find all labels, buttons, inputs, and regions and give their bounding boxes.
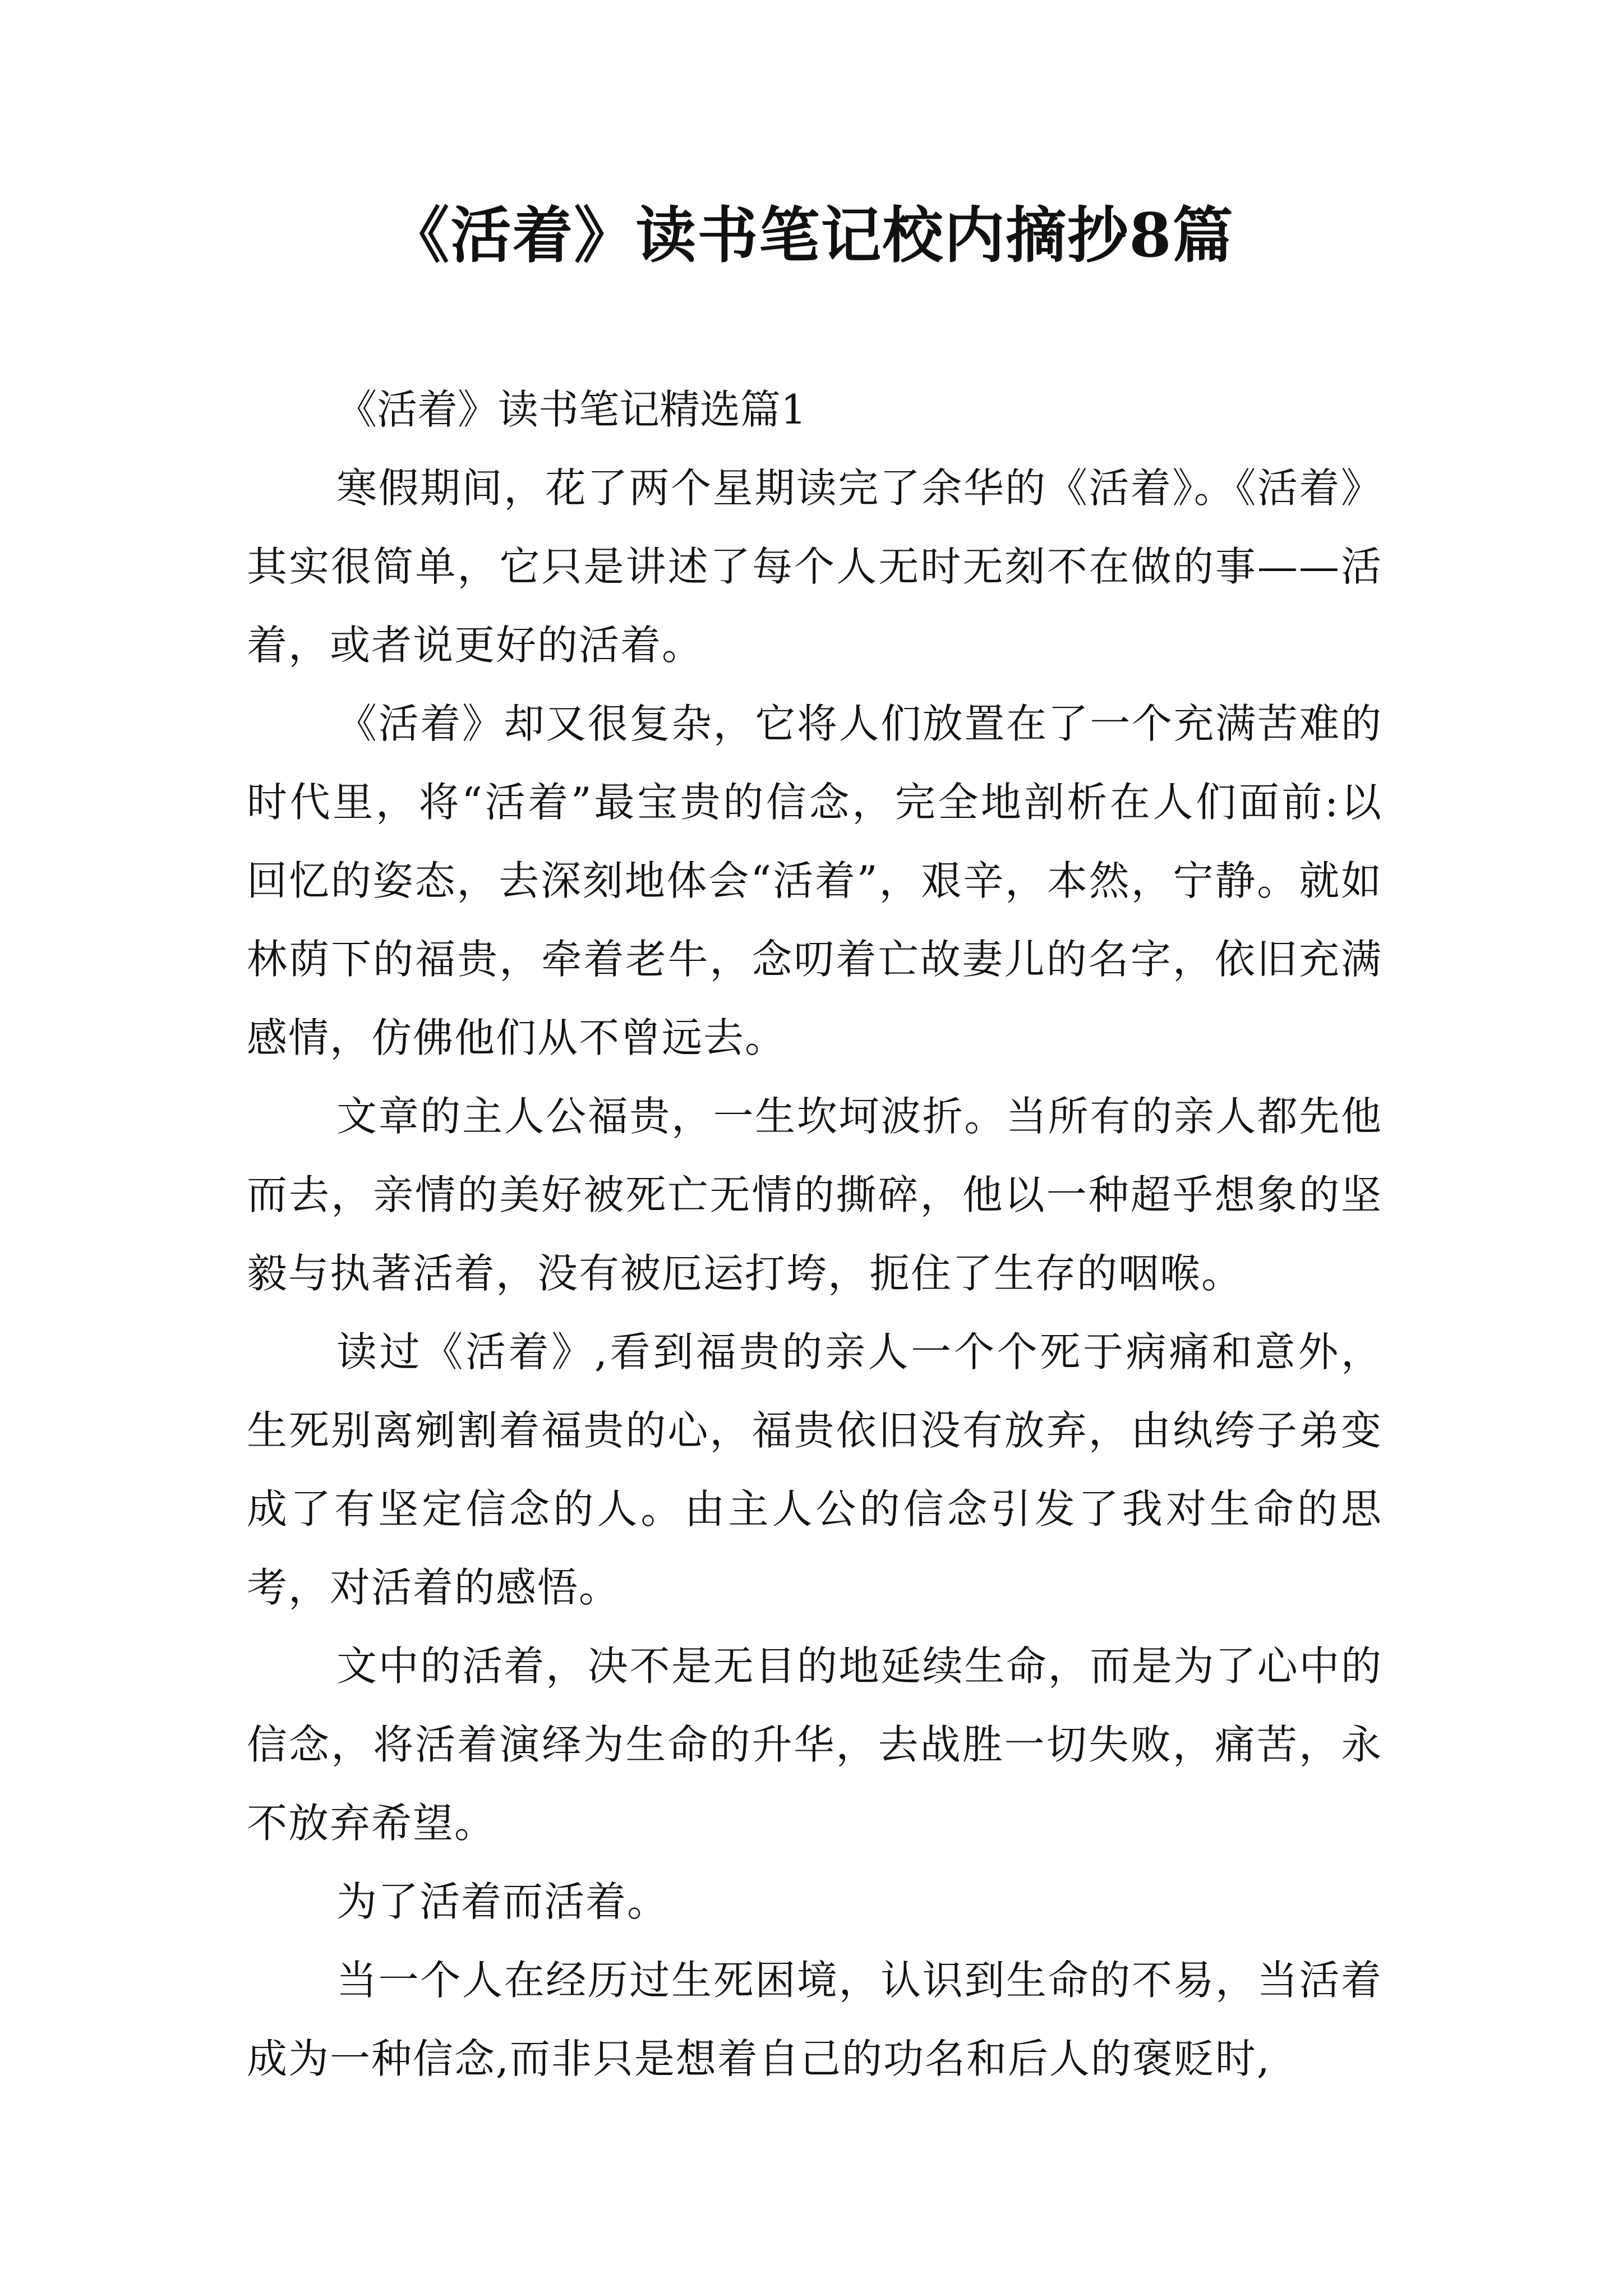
paragraph-1: 寒假期间，花了两个星期读完了余华的《活着》。《活着》其实很简单，它只是讲述了每个人无时无刻不在做的事——活着，或者说更好的活着。: [247, 464, 1382, 669]
section-heading: 《活着》读书笔记精选篇1: [336, 386, 806, 433]
paragraph-4: 读过《活着》,看到福贵的亲人一个个死于病痛和意外，生死别离剜割着福贵的心，福贵依旧没有放弃，由纨绔子弟变成了有坚定信念的人。由主人公的信念引发了我对生命的思考，对活着的感悟。: [247, 1328, 1382, 1611]
paragraph-7: 当一个人在经历过生死困境，认识到生命的不易，当活着成为一种信念,而非只是想着自己的功名和后人的褒贬时,: [247, 1957, 1382, 2082]
document-body: [247, 370, 1382, 2098]
paragraph-2: 《活着》却又很复杂，它将人们放置在了一个充满苦难的时代里，将“活着”最宝贵的信念，完全地剖析在人们面前:以回忆的姿态，去深刻地体会“活着”，艰辛，本然，宁静。就如林荫下的福贵，牵着老牛，念叨着亡故妻儿的名字，依旧充满感情，仿佛他们从不曾远去。: [247, 700, 1382, 1061]
paragraph-6: 为了活着而活着。: [336, 1878, 669, 1925]
paragraph-5: 文中的活着，决不是无目的地延续生命，而是为了心中的信念，将活着演绎为生命的升华，去战胜一切失败，痛苦，永不放弃希望。: [247, 1642, 1382, 1847]
document-title: 《活着》读书笔记校内摘抄8篇: [389, 200, 1234, 271]
paragraph-3: 文章的主人公福贵，一生坎坷波折。当所有的亲人都先他而去，亲情的美好被死亡无情的撕碎，他以一种超乎想象的坚毅与执著活着，没有被厄运打垮，扼住了生存的咽喉。: [247, 1093, 1382, 1297]
